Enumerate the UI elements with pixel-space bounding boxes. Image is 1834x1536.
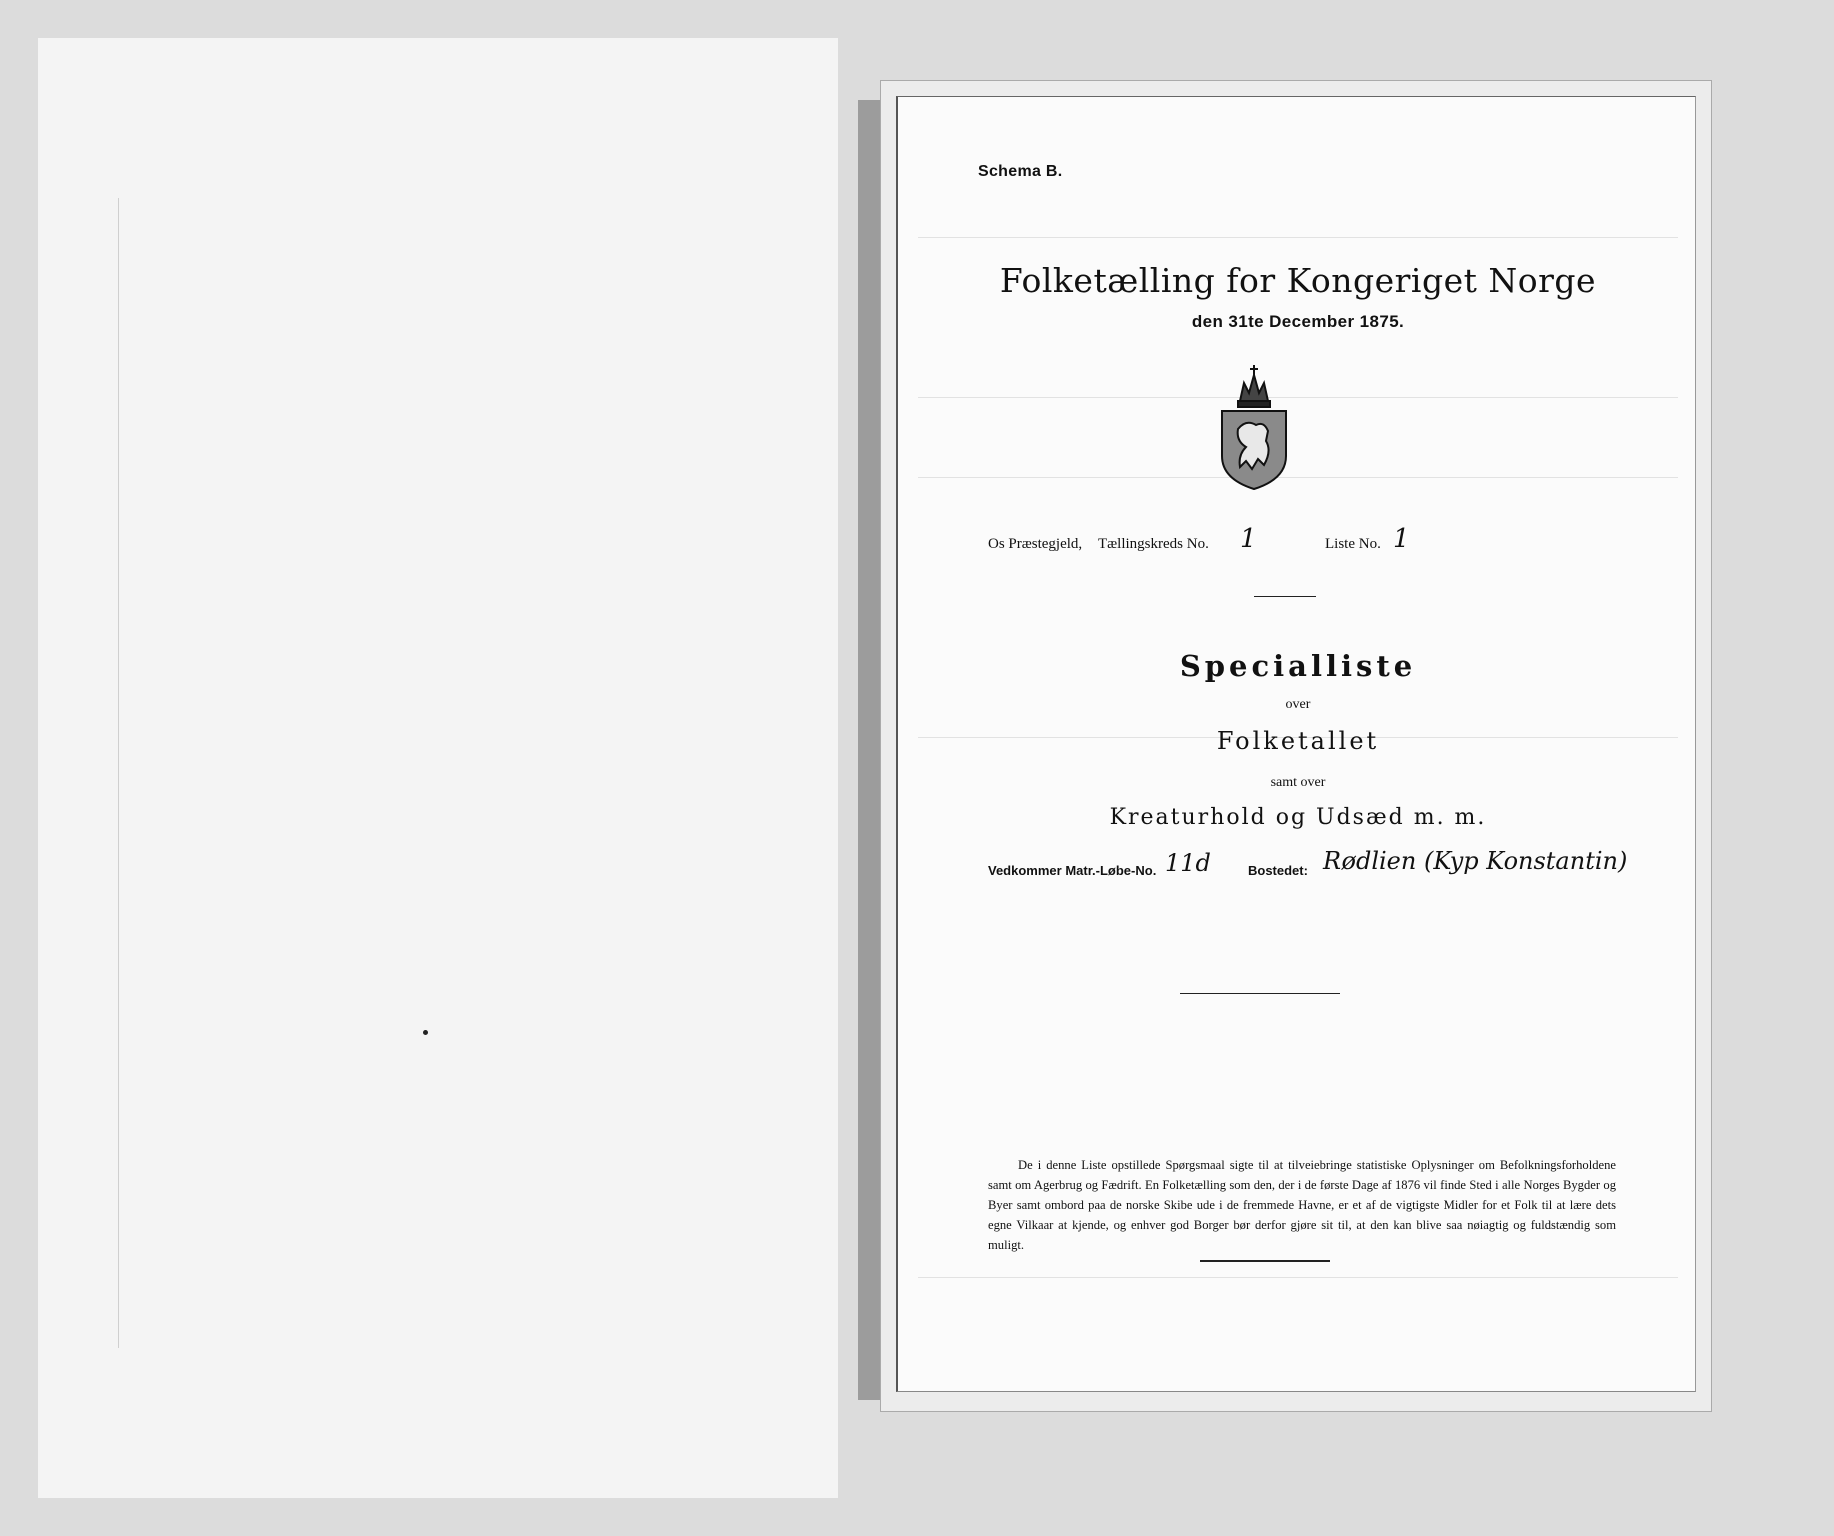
census-date: den 31te December 1875. <box>1191 312 1405 331</box>
district-line <box>898 522 1698 562</box>
population-heading: Folketallet <box>1216 727 1380 755</box>
left-blank-page <box>38 38 838 1498</box>
divider-rule <box>1254 596 1316 597</box>
list-value: 1 <box>1393 524 1410 554</box>
matr-label: Vedkommer Matr.-Løbe-No. <box>988 863 1157 878</box>
livestock-heading: Kreaturhold og Udsæd m. m. <box>1109 805 1487 830</box>
property-line <box>898 837 1698 887</box>
bosted-value: Rødlien (Kyp Konstantin) <box>1323 847 1628 875</box>
over-text: over <box>1285 697 1311 712</box>
circuit-value: 1 <box>1240 524 1257 554</box>
coat-of-arms-icon <box>1216 361 1292 491</box>
ink-speck <box>423 1030 428 1035</box>
explanatory-footnote: De i denne Liste opstillede Spørgsmaal sigte til at tilveiebringe statistiske Oplysninger om Befolkningsforholdene samt om Agerbrug og Fædrift. En Folketælling som den, der i de første Dage af 1876 vil finde Sted i alle Norges Bygder og Byer samt ombord paa de norske Skibe ude i de fremmede Havne, er et af de vigtigste Midler for et Folk til at lære dets egne Vilkaar at kjende, og enhver god Borger bør derfor gjøre sit til, at den kan blive saa nøiagtig og fuldstændig som muligt. <box>988 1158 1616 1252</box>
divider-rule <box>1180 993 1340 994</box>
page-edge-line <box>118 198 119 1348</box>
census-form-page <box>896 96 1696 1392</box>
samt-over-text: samt over <box>1270 775 1326 790</box>
heading-specialliste: Specialliste <box>1179 649 1417 683</box>
matr-value: 11d <box>1165 849 1211 877</box>
document-title: Folketælling for Kongeriget Norge <box>999 261 1597 300</box>
parish-label: Os Præstegjeld, <box>988 536 1083 552</box>
circuit-label: Tællingskreds No. <box>1098 536 1209 552</box>
bleed-through-line <box>918 477 1678 478</box>
closing-rule <box>1200 1260 1330 1262</box>
list-label: Liste No. <box>1325 536 1381 552</box>
schema-label: Schema B. <box>978 163 1063 180</box>
bleed-through-line <box>918 237 1678 238</box>
bleed-through-line <box>918 397 1678 398</box>
bleed-through-line <box>918 1277 1678 1278</box>
bosted-label: Bostedet: <box>1248 863 1308 878</box>
